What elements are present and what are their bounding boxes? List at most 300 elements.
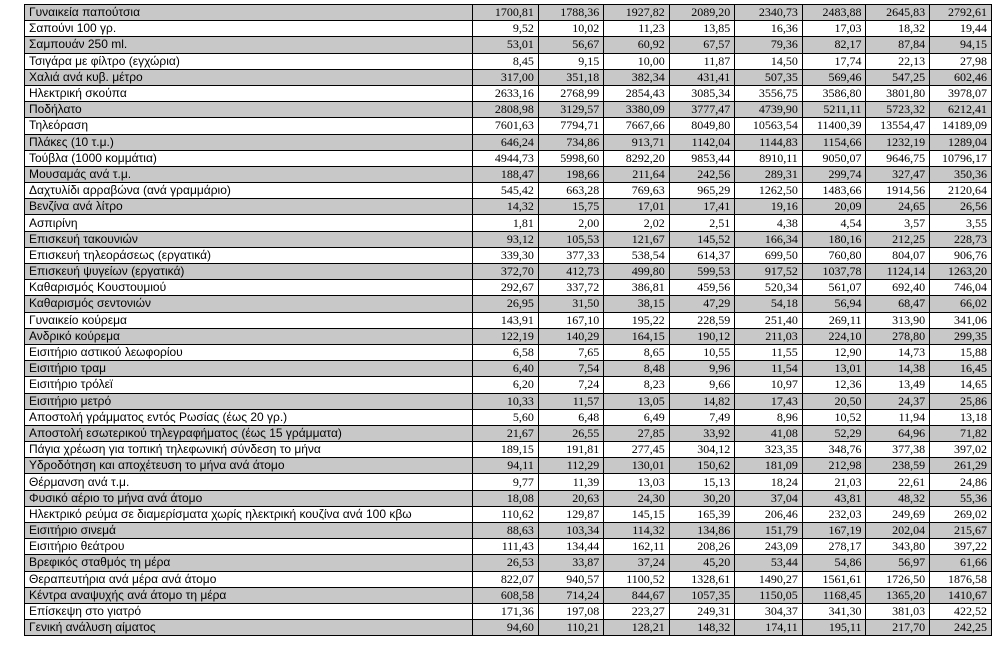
value-cell: 21,67	[473, 425, 538, 441]
value-cell: 2792,61	[930, 5, 992, 21]
value-cell: 289,31	[735, 166, 803, 182]
value-cell: 1124,14	[866, 264, 930, 280]
value-cell: 61,66	[930, 555, 992, 571]
value-cell: 1328,61	[669, 571, 734, 587]
value-cell: 166,34	[735, 231, 803, 247]
value-cell: 17,43	[735, 393, 803, 409]
value-cell: 33,87	[538, 555, 603, 571]
value-cell: 16,36	[735, 21, 803, 37]
row-label: Τηλεόραση	[25, 118, 473, 134]
value-cell: 351,18	[538, 69, 603, 85]
value-cell: 2854,43	[604, 85, 669, 101]
value-cell: 1726,50	[866, 571, 930, 587]
value-cell: 67,57	[669, 37, 734, 53]
value-cell: 9,77	[473, 474, 538, 490]
value-cell: 9646,75	[866, 150, 930, 166]
value-cell: 317,00	[473, 69, 538, 85]
value-cell: 11,94	[866, 409, 930, 425]
value-cell: 2120,64	[930, 183, 992, 199]
value-cell: 128,21	[604, 620, 669, 636]
value-cell: 520,34	[735, 280, 803, 296]
value-cell: 27,98	[930, 53, 992, 69]
row-label: Επισκευή τακουνιών	[25, 231, 473, 247]
value-cell: 26,95	[473, 296, 538, 312]
value-cell: 55,36	[930, 490, 992, 506]
value-cell: 105,53	[538, 231, 603, 247]
value-cell: 110,21	[538, 620, 603, 636]
value-cell: 5998,60	[538, 150, 603, 166]
value-cell: 41,08	[735, 425, 803, 441]
value-cell: 917,52	[735, 264, 803, 280]
table-row	[25, 247, 992, 263]
value-cell: 122,19	[473, 328, 538, 344]
value-cell: 26,56	[930, 199, 992, 215]
row-label: Γενική ανάλυση αίματος	[25, 620, 473, 636]
value-cell: 56,94	[802, 296, 866, 312]
value-cell: 151,79	[735, 523, 803, 539]
value-cell: 1150,05	[735, 587, 803, 603]
row-label: Αποστολή εσωτερικού τηλεγραφήματος (έως 15 γράμματα)	[25, 425, 473, 441]
value-cell: 88,63	[473, 523, 538, 539]
value-cell: 11,39	[538, 474, 603, 490]
row-label: Εισιτήριο μετρό	[25, 393, 473, 409]
value-cell: 211,64	[604, 166, 669, 182]
value-cell: 11,57	[538, 393, 603, 409]
table-row	[25, 183, 992, 199]
row-label: Γυναικεία παπούτσια	[25, 5, 473, 21]
row-label: Επισκευή ψυγείων (εργατικά)	[25, 264, 473, 280]
value-cell: 223,27	[604, 603, 669, 619]
table-row	[25, 85, 992, 101]
value-cell: 8049,80	[669, 118, 734, 134]
table-row	[25, 21, 992, 37]
value-cell: 47,29	[669, 296, 734, 312]
value-cell: 121,67	[604, 231, 669, 247]
value-cell: 1914,56	[866, 183, 930, 199]
row-label: Πλάκες (10 τ.μ.)	[25, 134, 473, 150]
row-label: Κέντρα αναψυχής ανά άτομο τη μέρα	[25, 587, 473, 603]
value-cell: 699,50	[735, 247, 803, 263]
value-cell: 24,65	[866, 199, 930, 215]
value-cell: 66,02	[930, 296, 992, 312]
table-row	[25, 490, 992, 506]
row-label: Δαχτυλίδι αρραβώνα (ανά γραμμάριο)	[25, 183, 473, 199]
value-cell: 43,81	[802, 490, 866, 506]
value-cell: 38,15	[604, 296, 669, 312]
value-cell: 278,80	[866, 328, 930, 344]
value-cell: 1410,67	[930, 587, 992, 603]
value-cell: 339,30	[473, 247, 538, 263]
value-cell: 56,67	[538, 37, 603, 53]
value-cell: 167,19	[802, 523, 866, 539]
value-cell: 20,50	[802, 393, 866, 409]
value-cell: 60,92	[604, 37, 669, 53]
table-row	[25, 442, 992, 458]
value-cell: 3978,07	[930, 85, 992, 101]
value-cell: 212,98	[802, 458, 866, 474]
value-cell: 197,08	[538, 603, 603, 619]
value-cell: 545,42	[473, 183, 538, 199]
row-label: Γυναικείο κούρεμα	[25, 312, 473, 328]
value-cell: 198,66	[538, 166, 603, 182]
table-row	[25, 102, 992, 118]
value-cell: 150,62	[669, 458, 734, 474]
table-row	[25, 5, 992, 21]
row-label: Ασπιρίνη	[25, 215, 473, 231]
value-cell: 913,71	[604, 134, 669, 150]
value-cell: 2,00	[538, 215, 603, 231]
value-cell: 202,04	[866, 523, 930, 539]
value-cell: 8292,20	[604, 150, 669, 166]
value-cell: 10563,54	[735, 118, 803, 134]
value-cell: 18,32	[866, 21, 930, 37]
value-cell: 6,58	[473, 344, 538, 360]
value-cell: 7,49	[669, 409, 734, 425]
row-label: Βενζίνα ανά λίτρο	[25, 199, 473, 215]
value-cell: 11,87	[669, 53, 734, 69]
value-cell: 190,12	[669, 328, 734, 344]
value-cell: 9,96	[669, 361, 734, 377]
value-cell: 431,41	[669, 69, 734, 85]
value-cell: 64,96	[866, 425, 930, 441]
value-cell: 1144,83	[735, 134, 803, 150]
value-cell: 2768,99	[538, 85, 603, 101]
table-row	[25, 53, 992, 69]
value-cell: 195,22	[604, 312, 669, 328]
value-cell: 569,46	[802, 69, 866, 85]
row-label: Εισιτήριο θεάτρου	[25, 539, 473, 555]
row-label: Σαμπουάν 250 ml.	[25, 37, 473, 53]
value-cell: 53,01	[473, 37, 538, 53]
value-cell: 299,35	[930, 328, 992, 344]
value-cell: 112,29	[538, 458, 603, 474]
value-cell: 1057,35	[669, 587, 734, 603]
value-cell: 94,15	[930, 37, 992, 53]
value-cell: 1262,50	[735, 183, 803, 199]
row-label: Καθαρισμός Κουστουμιού	[25, 280, 473, 296]
value-cell: 1289,04	[930, 134, 992, 150]
row-label: Εισιτήριο τραμ	[25, 361, 473, 377]
value-cell: 10,00	[604, 53, 669, 69]
table-row	[25, 215, 992, 231]
value-cell: 1142,04	[669, 134, 734, 150]
row-label: Εισιτήριο σινεμά	[25, 523, 473, 539]
value-cell: 14,50	[735, 53, 803, 69]
value-cell: 2089,20	[669, 5, 734, 21]
value-cell: 242,25	[930, 620, 992, 636]
value-cell: 174,11	[735, 620, 803, 636]
value-cell: 6,48	[538, 409, 603, 425]
value-cell: 412,73	[538, 264, 603, 280]
value-cell: 3085,34	[669, 85, 734, 101]
row-label: Ηλεκτρικό ρεύμα σε διαμερίσματα χωρίς ηλεκτρική κουζίνα ανά 100 κβω	[25, 506, 473, 522]
value-cell: 1100,52	[604, 571, 669, 587]
value-cell: 734,86	[538, 134, 603, 150]
value-cell: 110,62	[473, 506, 538, 522]
value-cell: 10,55	[669, 344, 734, 360]
table-row	[25, 69, 992, 85]
table-row	[25, 328, 992, 344]
row-label: Τσιγάρα με φίλτρο (εγχώρια)	[25, 53, 473, 69]
value-cell: 19,44	[930, 21, 992, 37]
value-cell: 189,15	[473, 442, 538, 458]
table-row	[25, 539, 992, 555]
value-cell: 269,11	[802, 312, 866, 328]
value-cell: 11,54	[735, 361, 803, 377]
value-cell: 2645,83	[866, 5, 930, 21]
value-cell: 804,07	[866, 247, 930, 263]
value-cell: 228,73	[930, 231, 992, 247]
table-row	[25, 506, 992, 522]
value-cell: 561,07	[802, 280, 866, 296]
value-cell: 130,01	[604, 458, 669, 474]
value-cell: 249,31	[669, 603, 734, 619]
value-cell: 372,70	[473, 264, 538, 280]
value-cell: 350,36	[930, 166, 992, 182]
value-cell: 238,59	[866, 458, 930, 474]
value-cell: 277,45	[604, 442, 669, 458]
value-cell: 148,32	[669, 620, 734, 636]
value-cell: 13,85	[669, 21, 734, 37]
row-label: Θεραπευτήρια ανά μέρα ανά άτομο	[25, 571, 473, 587]
value-cell: 3129,57	[538, 102, 603, 118]
value-cell: 12,36	[802, 377, 866, 393]
table-row	[25, 150, 992, 166]
value-cell: 164,15	[604, 328, 669, 344]
value-cell: 26,55	[538, 425, 603, 441]
value-cell: 3380,09	[604, 102, 669, 118]
value-cell: 341,06	[930, 312, 992, 328]
value-cell: 145,15	[604, 506, 669, 522]
value-cell: 422,52	[930, 603, 992, 619]
table-row	[25, 264, 992, 280]
value-cell: 1490,27	[735, 571, 803, 587]
value-cell: 14,65	[930, 377, 992, 393]
row-label: Σαπούνι 100 γρ.	[25, 21, 473, 37]
value-cell: 114,32	[604, 523, 669, 539]
value-cell: 27,85	[604, 425, 669, 441]
value-cell: 31,50	[538, 296, 603, 312]
value-cell: 33,92	[669, 425, 734, 441]
value-cell: 21,03	[802, 474, 866, 490]
value-cell: 79,36	[735, 37, 803, 53]
value-cell: 4,54	[802, 215, 866, 231]
value-cell: 2,02	[604, 215, 669, 231]
value-cell: 24,30	[604, 490, 669, 506]
value-cell: 171,36	[473, 603, 538, 619]
value-cell: 167,10	[538, 312, 603, 328]
value-cell: 68,47	[866, 296, 930, 312]
value-cell: 243,09	[735, 539, 803, 555]
row-label: Ανδρικό κούρεμα	[25, 328, 473, 344]
row-label: Φυσικό αέριο το μήνα ανά άτομο	[25, 490, 473, 506]
value-cell: 111,43	[473, 539, 538, 555]
table-row	[25, 199, 992, 215]
value-cell: 82,17	[802, 37, 866, 53]
value-cell: 7,24	[538, 377, 603, 393]
table-row	[25, 361, 992, 377]
table-row	[25, 37, 992, 53]
value-cell: 1927,82	[604, 5, 669, 21]
row-label: Ηλεκτρική σκούπα	[25, 85, 473, 101]
table-row	[25, 587, 992, 603]
value-cell: 459,56	[669, 280, 734, 296]
table-row	[25, 231, 992, 247]
value-cell: 304,12	[669, 442, 734, 458]
value-cell: 206,46	[735, 506, 803, 522]
value-cell: 134,44	[538, 539, 603, 555]
value-cell: 382,34	[604, 69, 669, 85]
value-cell: 507,35	[735, 69, 803, 85]
value-cell: 20,63	[538, 490, 603, 506]
value-cell: 10,33	[473, 393, 538, 409]
value-cell: 56,97	[866, 555, 930, 571]
value-cell: 134,86	[669, 523, 734, 539]
value-cell: 94,60	[473, 620, 538, 636]
row-label: Εισιτήριο τρόλεϊ	[25, 377, 473, 393]
value-cell: 7,54	[538, 361, 603, 377]
table-row	[25, 166, 992, 182]
value-cell: 30,20	[669, 490, 734, 506]
value-cell: 1232,19	[866, 134, 930, 150]
value-cell: 7667,66	[604, 118, 669, 134]
table-row	[25, 377, 992, 393]
value-cell: 251,40	[735, 312, 803, 328]
value-cell: 10,97	[735, 377, 803, 393]
value-cell: 52,29	[802, 425, 866, 441]
value-cell: 22,61	[866, 474, 930, 490]
value-cell: 381,03	[866, 603, 930, 619]
row-label: Ποδήλατο	[25, 102, 473, 118]
value-cell: 599,53	[669, 264, 734, 280]
value-cell: 232,03	[802, 506, 866, 522]
value-cell: 1263,20	[930, 264, 992, 280]
row-label: Επισκευή τηλεοράσεως (εργατικά)	[25, 247, 473, 263]
value-cell: 17,03	[802, 21, 866, 37]
value-cell: 8,23	[604, 377, 669, 393]
value-cell: 386,81	[604, 280, 669, 296]
value-cell: 165,39	[669, 506, 734, 522]
value-cell: 145,52	[669, 231, 734, 247]
value-cell: 323,35	[735, 442, 803, 458]
table-row	[25, 523, 992, 539]
value-cell: 769,63	[604, 183, 669, 199]
value-cell: 93,12	[473, 231, 538, 247]
value-cell: 8,45	[473, 53, 538, 69]
table-row	[25, 393, 992, 409]
value-cell: 13,18	[930, 409, 992, 425]
value-cell: 215,67	[930, 523, 992, 539]
value-cell: 24,86	[930, 474, 992, 490]
value-cell: 212,25	[866, 231, 930, 247]
value-cell: 3586,80	[802, 85, 866, 101]
value-cell: 499,80	[604, 264, 669, 280]
value-cell: 940,57	[538, 571, 603, 587]
value-cell: 242,56	[669, 166, 734, 182]
value-cell: 547,25	[866, 69, 930, 85]
table-row	[25, 118, 992, 134]
value-cell: 45,20	[669, 555, 734, 571]
value-cell: 7794,71	[538, 118, 603, 134]
value-cell: 22,13	[866, 53, 930, 69]
value-cell: 377,33	[538, 247, 603, 263]
price-table	[24, 4, 992, 636]
value-cell: 341,30	[802, 603, 866, 619]
value-cell: 692,40	[866, 280, 930, 296]
value-cell: 11400,39	[802, 118, 866, 134]
row-label: Αποστολή γράμματος εντός Ρωσίας (έως 20 γρ.)	[25, 409, 473, 425]
value-cell: 6,40	[473, 361, 538, 377]
table-row	[25, 312, 992, 328]
value-cell: 397,02	[930, 442, 992, 458]
value-cell: 269,02	[930, 506, 992, 522]
value-cell: 746,04	[930, 280, 992, 296]
value-cell: 94,11	[473, 458, 538, 474]
value-cell: 191,81	[538, 442, 603, 458]
value-cell: 6212,41	[930, 102, 992, 118]
table-row	[25, 474, 992, 490]
value-cell: 7601,63	[473, 118, 538, 134]
value-cell: 6,20	[473, 377, 538, 393]
value-cell: 1365,20	[866, 587, 930, 603]
row-label: Χαλιά ανά κυβ. μέτρο	[25, 69, 473, 85]
table-row	[25, 296, 992, 312]
value-cell: 3,55	[930, 215, 992, 231]
value-cell: 14,32	[473, 199, 538, 215]
value-cell: 14189,09	[930, 118, 992, 134]
value-cell: 12,90	[802, 344, 866, 360]
value-cell: 17,74	[802, 53, 866, 69]
value-cell: 299,74	[802, 166, 866, 182]
value-cell: 646,24	[473, 134, 538, 150]
value-cell: 538,54	[604, 247, 669, 263]
value-cell: 54,86	[802, 555, 866, 571]
value-cell: 14,73	[866, 344, 930, 360]
value-cell: 140,29	[538, 328, 603, 344]
value-cell: 9050,07	[802, 150, 866, 166]
table-row	[25, 344, 992, 360]
table-row	[25, 425, 992, 441]
value-cell: 377,38	[866, 442, 930, 458]
value-cell: 343,80	[866, 539, 930, 555]
value-cell: 608,58	[473, 587, 538, 603]
value-cell: 7,65	[538, 344, 603, 360]
value-cell: 2340,73	[735, 5, 803, 21]
value-cell: 5211,11	[802, 102, 866, 118]
value-cell: 8910,11	[735, 150, 803, 166]
value-cell: 3777,47	[669, 102, 734, 118]
value-cell: 337,72	[538, 280, 603, 296]
value-cell: 13,49	[866, 377, 930, 393]
value-cell: 143,91	[473, 312, 538, 328]
value-cell: 26,53	[473, 555, 538, 571]
value-cell: 24,37	[866, 393, 930, 409]
value-cell: 53,44	[735, 555, 803, 571]
value-cell: 4944,73	[473, 150, 538, 166]
value-cell: 25,86	[930, 393, 992, 409]
value-cell: 162,11	[604, 539, 669, 555]
value-cell: 17,41	[669, 199, 734, 215]
value-cell: 1561,61	[802, 571, 866, 587]
value-cell: 9,52	[473, 21, 538, 37]
value-cell: 10,02	[538, 21, 603, 37]
value-cell: 37,24	[604, 555, 669, 571]
value-cell: 2,51	[669, 215, 734, 231]
value-cell: 18,24	[735, 474, 803, 490]
value-cell: 37,04	[735, 490, 803, 506]
row-label: Εισιτήριο αστικού λεωφορίου	[25, 344, 473, 360]
value-cell: 4739,90	[735, 102, 803, 118]
